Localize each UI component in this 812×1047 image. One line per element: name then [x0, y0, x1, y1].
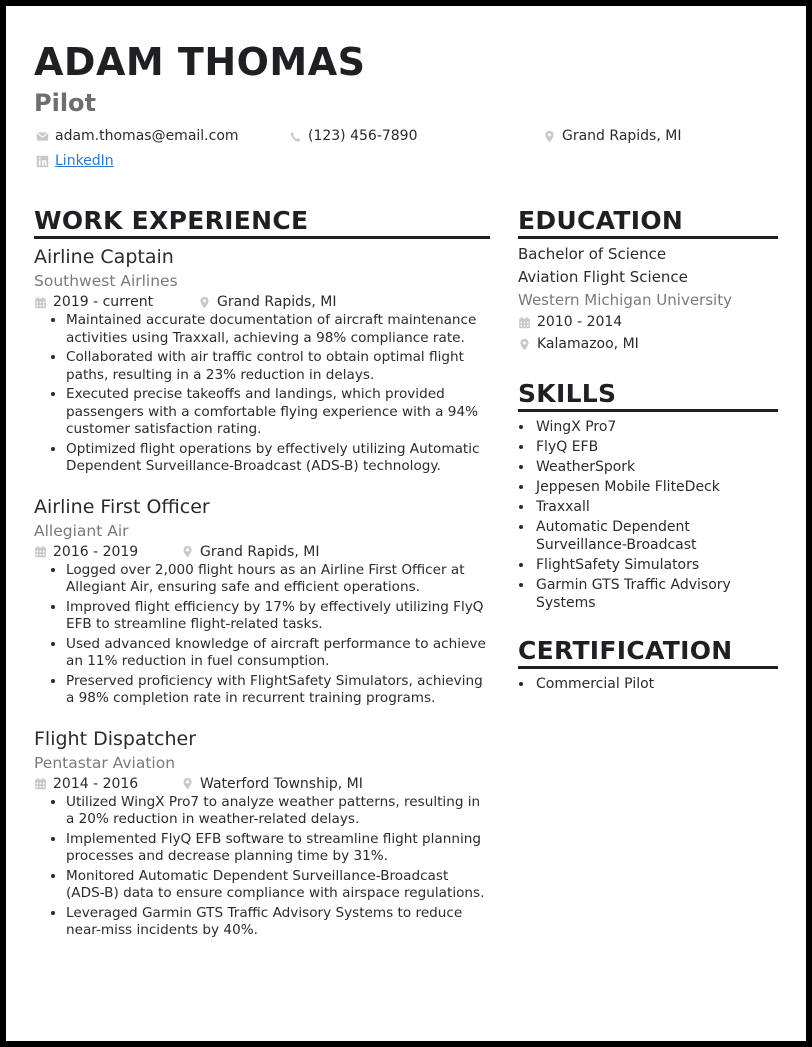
- map-pin-icon: [181, 545, 194, 558]
- email-text: adam.thomas@email.com: [55, 128, 239, 144]
- skill-item: • Garmin GTS Traffic Advisory Systems: [534, 576, 778, 612]
- skills-list: [518, 418, 778, 612]
- job-dates: [34, 774, 181, 794]
- education-section: [518, 206, 778, 355]
- skill-item: • Automatic Dependent Surveillance-Broadcast: [534, 518, 778, 554]
- job-entry: [34, 495, 490, 708]
- job-bullet: • Preserved proficiency with FlightSafety Simulators, achieving a 98% completion rate in recurrent training programs.: [66, 673, 490, 708]
- job-entry: [34, 245, 490, 476]
- skills-section: [518, 379, 778, 612]
- education-dates-text: 2010 - 2014: [537, 314, 623, 330]
- education-field: Aviation Flight Science: [518, 268, 688, 286]
- linkedin-icon: [36, 155, 49, 168]
- job-bullet: • Used advanced knowledge of aircraft performance to achieve an 11% reduction in fuel consumption.: [66, 636, 490, 671]
- education-location: [518, 333, 778, 355]
- work-experience-section: [34, 206, 490, 942]
- education-degree: Bachelor of Science: [518, 245, 667, 263]
- job-dates-text: 2014 - 2016: [53, 775, 139, 792]
- job-bullets: [34, 562, 490, 708]
- calendar-icon: [34, 777, 47, 790]
- job-bullets: [34, 312, 490, 476]
- job-bullet: • Utilized WingX Pro7 to analyze weather patterns, resulting in a 20% reduction in weather-related delays.: [66, 794, 490, 829]
- skill-item: • FlyQ EFB: [534, 438, 778, 456]
- certification-section: [518, 636, 778, 693]
- skill-item: • Jeppesen Mobile FliteDeck: [534, 478, 778, 496]
- contact-linkedin: [36, 152, 114, 170]
- certification-heading: CERTIFICATION: [518, 636, 778, 669]
- map-pin-icon: [181, 777, 194, 790]
- education-school: Western Michigan University: [518, 291, 732, 309]
- calendar-icon: [34, 545, 47, 558]
- certification-item: • Commercial Pilot: [534, 675, 778, 693]
- job-bullet: • Leveraged Garmin GTS Traffic Advisory Systems to reduce near-miss incidents by 40%.: [66, 905, 490, 940]
- contact-phone: [289, 127, 418, 145]
- job-location-text: Grand Rapids, MI: [200, 543, 320, 560]
- candidate-role: Pilot: [34, 89, 97, 117]
- job-bullet: • Logged over 2,000 flight hours as an Airline First Officer at Allegiant Air, ensuring safe and efficient operations.: [66, 562, 490, 597]
- envelope-icon: [36, 130, 49, 143]
- job-bullets: [34, 794, 490, 940]
- job-title: Flight Dispatcher: [34, 727, 197, 750]
- job-title: Airline Captain: [34, 246, 174, 268]
- job-bullet: • Monitored Automatic Dependent Surveillance-Broadcast (ADS-B) data to ensure compliance with airspace regulations.: [66, 868, 490, 903]
- job-dates-text: 2019 - current: [53, 294, 154, 310]
- job-dates-text: 2016 - 2019: [53, 543, 139, 560]
- candidate-name: ADAM THOMAS: [34, 40, 366, 84]
- contact-email: [36, 127, 239, 145]
- linkedin-link[interactable]: LinkedIn: [55, 153, 114, 169]
- skill-item: • WingX Pro7: [534, 418, 778, 436]
- job-bullet: • Executed precise takeoffs and landings, which provided passengers with a comfortable flying experience with a 94% customer satisfaction rating.: [66, 386, 490, 439]
- job-company: Southwest Airlines: [34, 272, 178, 290]
- job-bullet: • Maintained accurate documentation of aircraft maintenance activities using Traxxall, achieving a 98% compliance rate.: [66, 312, 490, 347]
- job-meta: [34, 292, 490, 312]
- calendar-icon: [518, 316, 531, 329]
- resume-page: [6, 6, 806, 1041]
- job-location: [181, 542, 319, 562]
- location-text: Grand Rapids, MI: [562, 128, 682, 144]
- job-bullet: • Collaborated with air traffic control to obtain optimal flight paths, resulting in a 23% reduction in delays.: [66, 349, 490, 384]
- job-bullet: • Improved flight efficiency by 17% by effectively utilizing FlyQ EFB to streamline flight-related tasks.: [66, 599, 490, 634]
- job-company: Pentastar Aviation: [34, 753, 176, 772]
- job-location-text: Grand Rapids, MI: [217, 294, 337, 310]
- job-location: [181, 774, 363, 794]
- map-pin-icon: [198, 296, 211, 309]
- skill-item: • FlightSafety Simulators: [534, 556, 778, 574]
- job-dates: [34, 542, 181, 562]
- job-bullet: • Implemented FlyQ EFB software to streamline flight planning processes and decrease planning time by 31%.: [66, 831, 490, 866]
- job-dates: [34, 292, 198, 312]
- job-meta: [34, 774, 490, 794]
- contact-location: [543, 127, 681, 145]
- job-title: Airline First Officer: [34, 495, 210, 518]
- education-dates: [518, 311, 778, 333]
- education-location-text: Kalamazoo, MI: [537, 336, 639, 352]
- calendar-icon: [34, 296, 47, 309]
- skills-heading: SKILLS: [518, 379, 778, 412]
- phone-icon: [289, 130, 302, 143]
- job-location-text: Waterford Township, MI: [200, 775, 363, 792]
- education-heading: EDUCATION: [518, 206, 778, 239]
- map-pin-icon: [543, 130, 556, 143]
- map-pin-icon: [518, 338, 531, 351]
- skill-item: • WeatherSpork: [534, 458, 778, 476]
- phone-text: (123) 456-7890: [308, 128, 418, 144]
- job-meta: [34, 542, 490, 562]
- job-company: Allegiant Air: [34, 521, 129, 540]
- skill-item: • Traxxall: [534, 498, 778, 516]
- job-location: [198, 292, 336, 312]
- job-bullet: • Optimized flight operations by effectively utilizing Automatic Dependent Surveillance-Broadcast (ADS-B) technology.: [66, 441, 490, 476]
- sidebar-column: [518, 206, 778, 695]
- job-entry: [34, 727, 490, 940]
- work-experience-heading: WORK EXPERIENCE: [34, 206, 490, 239]
- certification-list: [518, 675, 778, 693]
